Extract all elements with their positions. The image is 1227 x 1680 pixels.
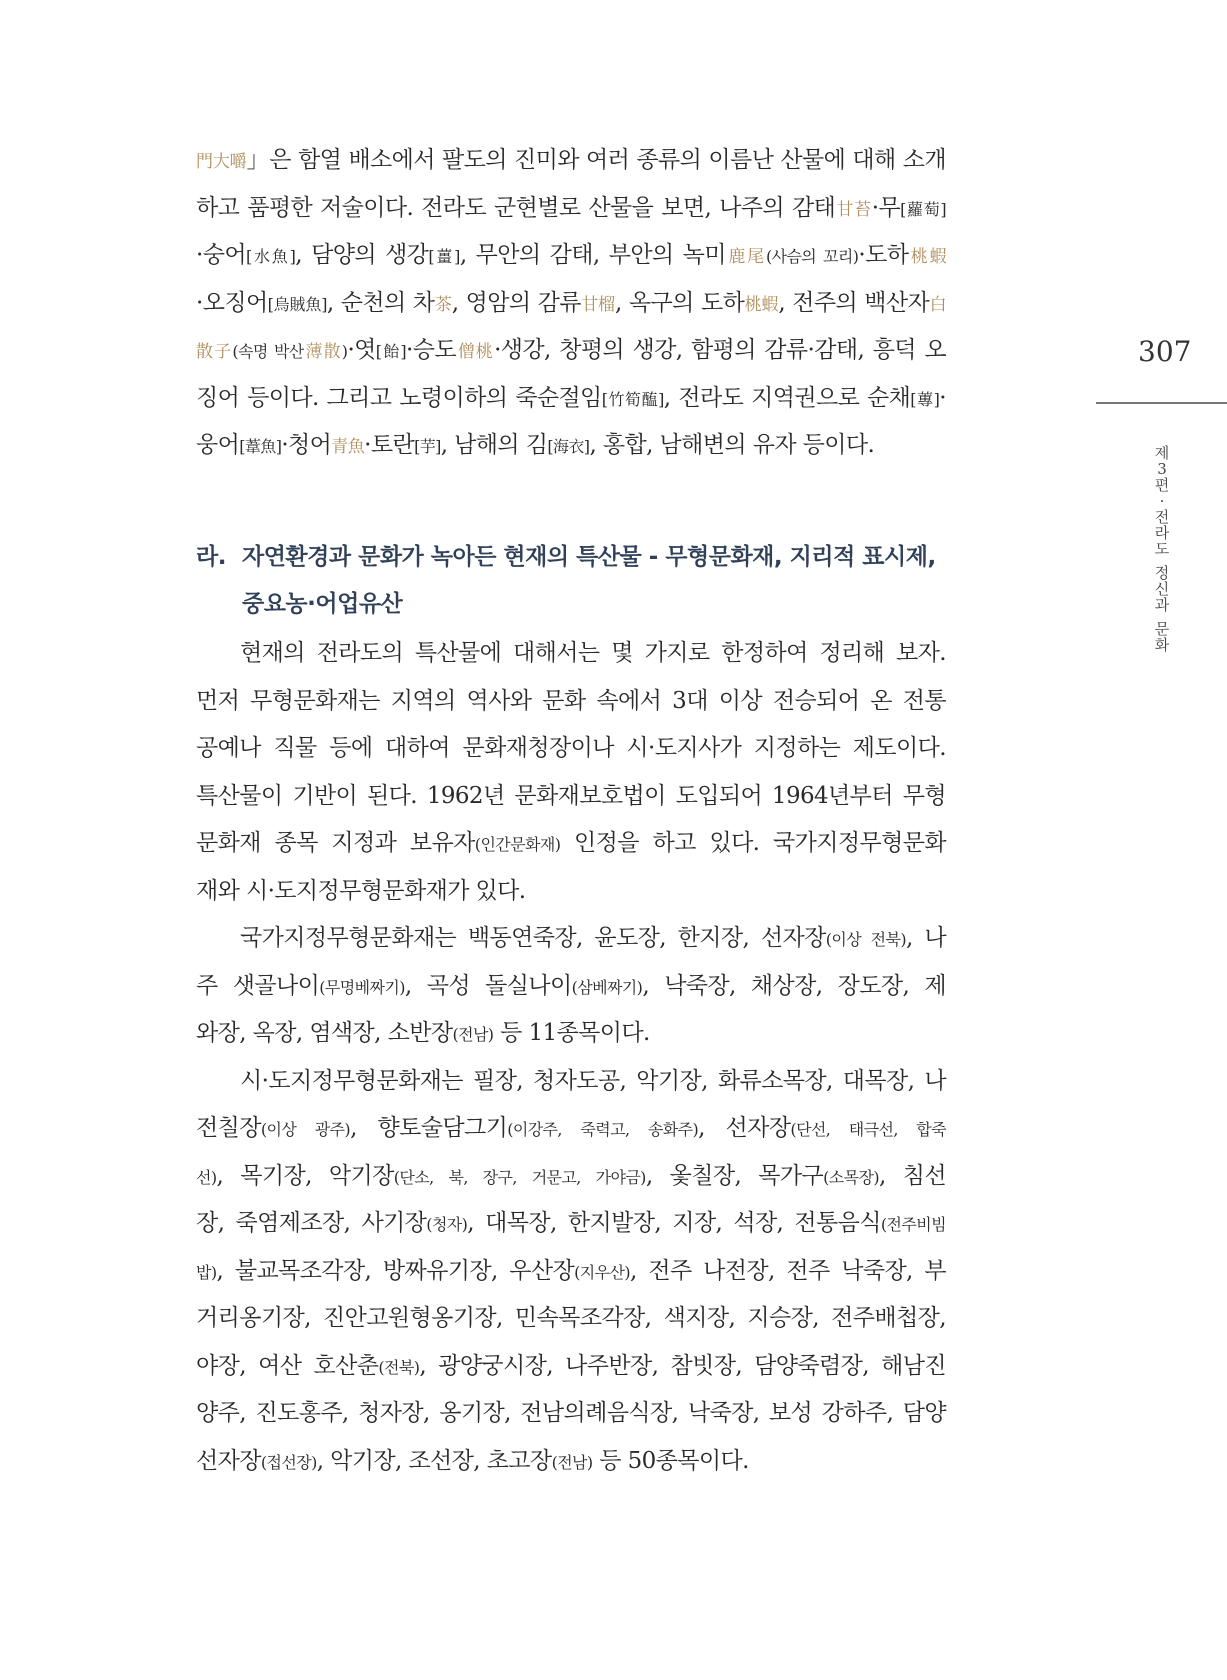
inline-gloss: (소목장) xyxy=(823,1167,879,1187)
text-run: , 선자장 xyxy=(698,1115,791,1141)
inline-gloss: (지우산) xyxy=(574,1262,630,1282)
text-line xyxy=(196,1390,946,1438)
text-run: , 불교목조각장, 방짜유기장, 우산장 xyxy=(216,1257,575,1284)
inline-gloss: [葦魚] xyxy=(239,437,282,456)
inline-gloss: 선) xyxy=(196,1167,217,1187)
hanja-annotation: 茶 xyxy=(434,294,452,315)
inline-gloss: (전남) xyxy=(551,1452,593,1472)
hanja-annotation: 散子 xyxy=(196,342,233,362)
text-run: 전칠장 xyxy=(196,1115,261,1141)
inline-gloss: [蓴] xyxy=(910,389,940,409)
text-run: 거리옹기장, 진안고원형옹기장, 민속목조각장, 색지장, 지승장, 전주배첩장, xyxy=(196,1305,946,1331)
running-head-char: 편 xyxy=(1154,476,1170,494)
text-line xyxy=(196,1248,946,1296)
text-line xyxy=(196,422,946,470)
text-run: 문화재 종목 지정과 보유자 xyxy=(196,830,475,856)
hanja-annotation: 僧桃 xyxy=(455,342,495,362)
hanja-annotation: 鹿尾 xyxy=(725,247,766,267)
inline-gloss: (접선장) xyxy=(260,1452,317,1472)
text-run: 장, 죽염제조장, 사기장 xyxy=(196,1210,427,1236)
text-line xyxy=(196,820,946,868)
inline-gloss: (삼베짜기) xyxy=(571,977,643,997)
text-run: , 담양의 생강 xyxy=(295,242,429,268)
text-run: 현재의 전라도의 특산물에 대해서는 몇 가지로 한정하여 정리해 보자. xyxy=(240,640,946,666)
running-head-char: 전 xyxy=(1154,508,1170,526)
text-run: , 곡성 돌실나이 xyxy=(404,972,572,999)
text-run: , 무안의 감태, 부안의 녹미 xyxy=(459,242,726,268)
text-run: , 순천의 차 xyxy=(326,289,435,316)
hanja-annotation: 甘榴 xyxy=(580,294,616,315)
paragraph-3 xyxy=(196,915,946,1058)
text-line xyxy=(196,630,946,678)
text-run: , 전주 나전장, 전주 낙죽장, 부 xyxy=(630,1257,946,1284)
text-run: 」은 함열 배소에서 팔도의 진미와 여러 종류의 이름난 산물에 대해 소개 xyxy=(246,147,946,173)
section-heading-line-1 xyxy=(196,534,956,581)
text-line xyxy=(196,232,946,280)
text-line xyxy=(196,773,946,821)
running-head-char: 3 xyxy=(1157,460,1167,478)
inline-gloss: [芋] xyxy=(414,437,441,456)
text-run: , 침선 xyxy=(878,1162,946,1189)
text-line xyxy=(196,1200,946,1248)
text-line xyxy=(196,868,946,916)
text-run: ·도하 xyxy=(858,242,909,268)
inline-gloss: 밥) xyxy=(196,1262,217,1282)
text-line xyxy=(196,1343,946,1391)
inline-gloss: (이상 전북) xyxy=(825,930,906,949)
text-run: 먼저 무형문화재는 지역의 역사와 문화 속에서 3대 이상 전승되어 온 전통 xyxy=(196,687,946,714)
text-run: ·승도 xyxy=(406,337,456,363)
page-number: 307 xyxy=(1138,335,1192,368)
hanja-annotation: 桃蝦 xyxy=(744,294,779,315)
inline-gloss: (사슴의 꼬리) xyxy=(765,247,859,266)
text-run: 양주, 진도홍주, 청자장, 옹기장, 전남의례음식장, 낙죽장, 보성 강하주, 담양 xyxy=(196,1400,946,1426)
paragraph-1 xyxy=(196,137,946,470)
text-run: 웅어 xyxy=(196,432,240,458)
paragraph-2 xyxy=(196,630,946,915)
inline-gloss: [蘿萄] xyxy=(900,199,946,219)
text-line xyxy=(196,327,946,375)
text-line xyxy=(196,1105,946,1153)
margin-rule-divider xyxy=(1096,402,1227,404)
inline-gloss: (속명 박산 xyxy=(232,342,304,361)
running-head-vertical xyxy=(1150,445,1174,653)
text-run: 등 50종목이다. xyxy=(592,1447,749,1474)
running-head-char: 도 xyxy=(1154,540,1170,558)
text-run: ·무 xyxy=(871,194,901,221)
running-head-char: 화 xyxy=(1154,636,1170,654)
text-run: , 광양궁시장, 나주반장, 참빗장, 담양죽렴장, 해남진 xyxy=(419,1352,946,1379)
inline-gloss: (단선, 태극선, 합죽 xyxy=(790,1120,946,1139)
text-line xyxy=(196,1153,946,1201)
body-column-2 xyxy=(196,630,946,1485)
text-line xyxy=(196,915,946,963)
inline-gloss: (단소, 북, 장구, 거문고, 가야금) xyxy=(393,1167,646,1187)
inline-gloss: (전주비빔 xyxy=(880,1215,946,1234)
inline-gloss: [烏賊魚] xyxy=(267,294,327,314)
text-run: , 영암의 감류 xyxy=(451,289,581,316)
text-line xyxy=(196,375,946,423)
hanja-annotation: 青魚 xyxy=(331,437,365,457)
text-run: 선자장 xyxy=(196,1447,261,1474)
text-run: 하고 품평한 저술이다. 전라도 군현별로 산물을 보면, 나주의 감태 xyxy=(196,194,836,221)
text-line xyxy=(196,678,946,726)
text-run: 야장, 여산 호산춘 xyxy=(196,1352,379,1379)
inline-gloss: (인간문화재) xyxy=(474,835,561,854)
text-line xyxy=(196,1058,946,1106)
section-heading xyxy=(196,534,956,628)
text-line xyxy=(196,1438,946,1486)
text-run: , 홍합, 남해변의 유자 등이다. xyxy=(589,432,875,458)
text-line xyxy=(196,185,946,233)
text-run: 국가지정무형문화재는 백동연죽장, 윤도장, 한지장, 선자장 xyxy=(240,925,826,951)
text-line xyxy=(196,280,946,328)
running-head-char: 정 xyxy=(1154,564,1170,582)
text-line xyxy=(196,1010,946,1058)
text-run: , 전라도 지역권으로 순채 xyxy=(663,384,911,411)
text-run: 인정을 하고 있다. 국가지정무형문화 xyxy=(560,830,947,856)
hanja-annotation: 桃蝦 xyxy=(908,247,946,267)
hanja-annotation: 甘苔 xyxy=(835,199,872,220)
paragraph-4 xyxy=(196,1058,946,1486)
running-head-char: 과 xyxy=(1154,596,1170,614)
text-run: , 악기장, 조선장, 초고장 xyxy=(316,1447,552,1474)
text-run: · xyxy=(939,384,947,411)
inline-gloss: [薑] xyxy=(428,247,460,266)
hanja-annotation: 白 xyxy=(929,294,946,315)
text-line xyxy=(196,137,946,185)
text-run: , 나 xyxy=(905,925,946,951)
inline-gloss: [飴] xyxy=(375,342,406,361)
text-run: 재와 시·도지정무형문화재가 있다. xyxy=(196,877,526,904)
text-run: , 남해의 김 xyxy=(440,432,548,458)
text-run: ·엿 xyxy=(347,337,376,363)
text-run: , 낙죽장, 채상장, 장도장, 제 xyxy=(642,972,946,999)
inline-gloss: (전남) xyxy=(452,1025,494,1044)
text-run: , 전주의 백산자 xyxy=(778,289,930,316)
inline-gloss: (무명베짜기) xyxy=(319,977,405,997)
inline-gloss: (이상 광주) xyxy=(260,1120,351,1139)
section-number: 라. xyxy=(196,544,226,570)
text-run: 징어 등이다. 그리고 노령이하의 죽순절임 xyxy=(196,384,602,411)
inline-gloss: [竹筍醢] xyxy=(601,389,664,409)
hanja-annotation: 門大嚼 xyxy=(196,152,247,172)
text-run: 와장, 옥장, 염색장, 소반장 xyxy=(196,1020,453,1046)
text-run: , 목기장, 악기장 xyxy=(216,1162,394,1189)
text-run: 공예나 직물 등에 대하여 문화재청장이나 시·도지사가 지정하는 제도이다. xyxy=(196,735,946,761)
hanja-annotation: 薄散 xyxy=(303,342,342,362)
inline-gloss: ) xyxy=(341,342,348,361)
text-run: ·숭어 xyxy=(196,242,246,268)
text-run: 등 11종목이다. xyxy=(493,1020,650,1046)
text-run: 주 샛골나이 xyxy=(196,972,320,999)
section-title: 자연환경과 문화가 녹아든 현재의 특산물 - 무형문화재, 지리적 표시제, xyxy=(242,544,936,570)
running-head-char: · xyxy=(1159,492,1165,510)
text-line xyxy=(196,963,946,1011)
text-line xyxy=(196,1295,946,1343)
text-run: , 향토술담그기 xyxy=(350,1115,508,1141)
text-run: , 옥구의 도하 xyxy=(615,289,745,316)
running-head-char: 문 xyxy=(1154,620,1170,638)
inline-gloss: (전북) xyxy=(378,1357,420,1377)
inline-gloss: (이강주, 죽력고, 송화주) xyxy=(507,1120,699,1139)
section-heading-line-2: 중요농·어업유산 xyxy=(242,591,403,617)
text-run: , 옻칠장, 목가구 xyxy=(645,1162,824,1189)
text-run: 시·도지정무형문화재는 필장, 청자도공, 악기장, 화류소목장, 대목장, 나 xyxy=(240,1067,946,1094)
inline-gloss: [水魚] xyxy=(245,247,296,266)
running-head-char: 라 xyxy=(1154,524,1170,542)
text-run: ·토란 xyxy=(364,432,415,458)
running-head-char: 신 xyxy=(1154,580,1170,598)
text-run: ·생강, 창평의 생강, 함평의 감류·감태, 흥덕 오 xyxy=(494,337,946,363)
text-run: ·오징어 xyxy=(196,289,268,316)
text-run: ·청어 xyxy=(281,432,332,458)
text-line xyxy=(196,725,946,773)
inline-gloss: [海衣] xyxy=(547,437,590,456)
running-head-char: 제 xyxy=(1154,444,1170,462)
text-run: 특산물이 기반이 된다. 1962년 문화재보호법이 도입되어 1964년부터 무형 xyxy=(196,782,946,809)
inline-gloss: (청자) xyxy=(426,1215,468,1234)
text-run: , 대목장, 한지발장, 지장, 석장, 전통음식 xyxy=(467,1210,881,1236)
